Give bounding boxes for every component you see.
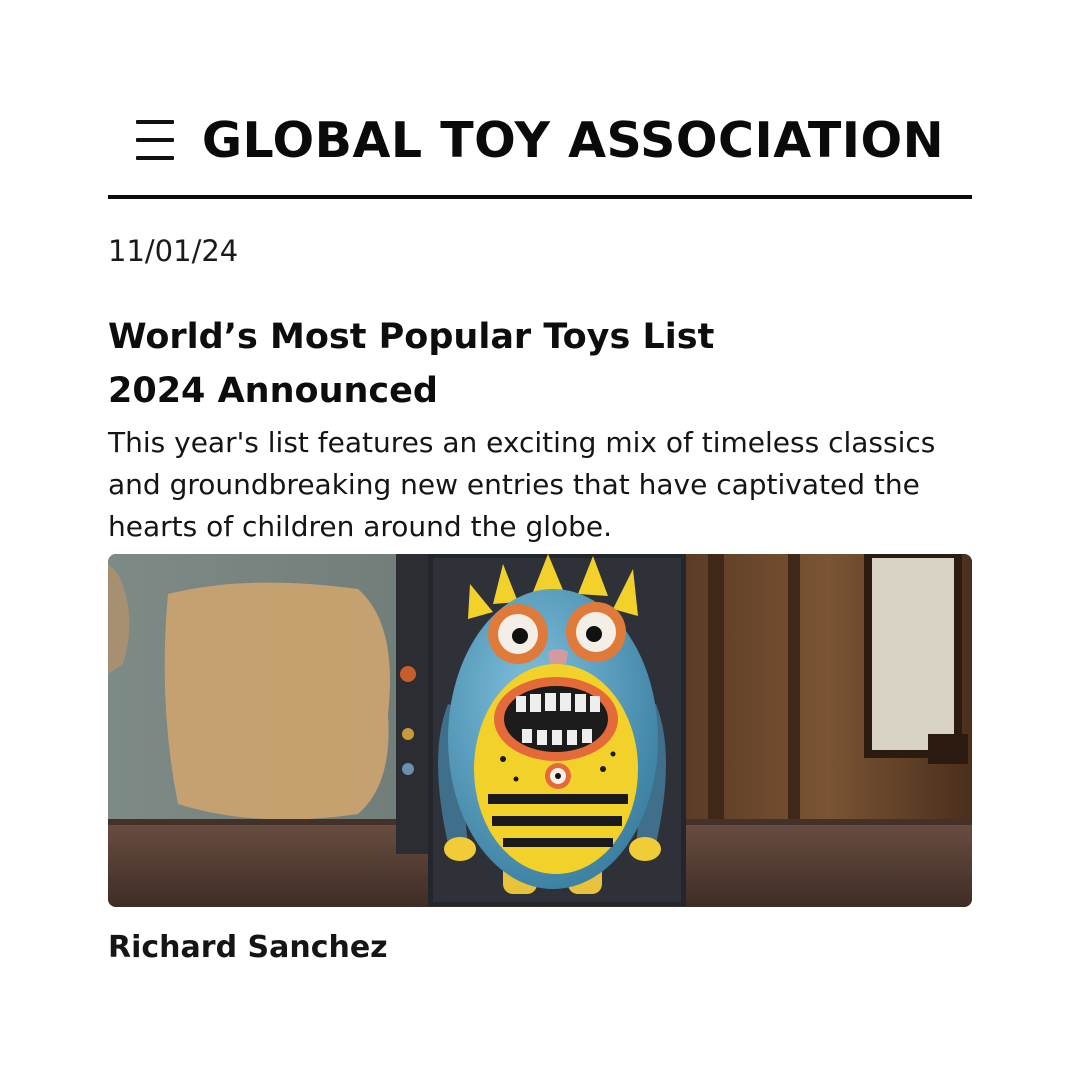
headline-line-1: World’s Most Popular Toys List (108, 317, 715, 357)
article-author[interactable]: Richard Sanchez (108, 930, 388, 965)
site-title[interactable]: GLOBAL TOY ASSOCIATION (201, 111, 945, 169)
headline-line-2: 2024 Announced (108, 371, 438, 411)
toy-figure-illustration (108, 554, 972, 907)
article-summary: This year's list features an exciting mix of timeless classics and groundbreaking new entries that have captivated the hearts of children around the globe. (108, 426, 936, 543)
hamburger-menu-icon[interactable] (136, 120, 174, 160)
article-headline[interactable] (108, 310, 808, 418)
site-header (108, 104, 972, 176)
article-image[interactable] (108, 554, 972, 907)
article-date: 11/01/24 (108, 234, 239, 268)
header-divider (108, 195, 972, 199)
